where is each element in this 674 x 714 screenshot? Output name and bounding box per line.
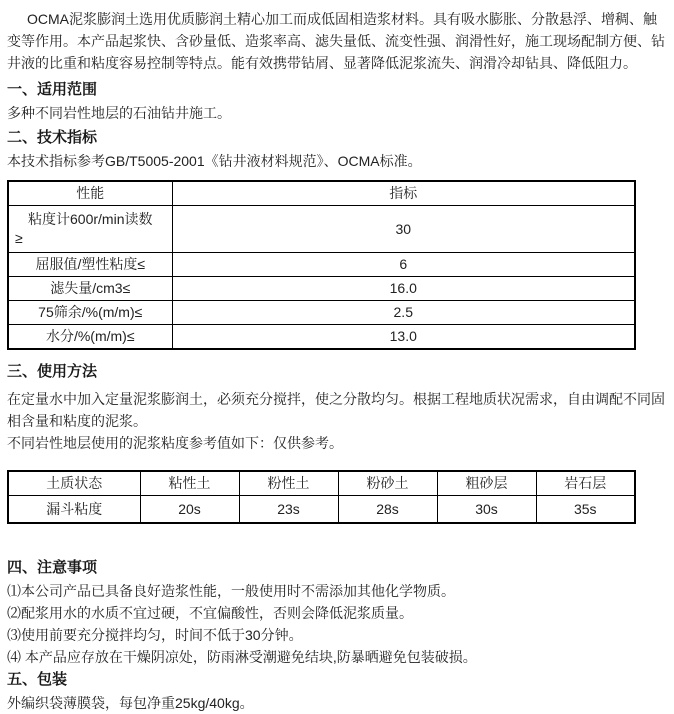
soil-type-header: 粉性土: [239, 471, 338, 496]
specs-body: 本技术指标参考GB/T5005-2001《钻井液材料规范》、OCMA标准。: [7, 153, 422, 169]
value-cell: 2.5: [172, 301, 635, 325]
property-qualifier: ≥: [15, 230, 23, 246]
soil-type-header: 粉砂土: [338, 471, 437, 496]
note-item-4: ⑷ 本产品应存放在干燥阴凉处，防雨淋受潮避免结块,防暴晒避免包装破损。: [7, 649, 477, 665]
soil-type-header: 粗砂层: [437, 471, 536, 496]
spec-header-value: 指标: [172, 181, 635, 206]
section-heading-scope: 一、适用范围: [7, 81, 98, 98]
row-label-cell: 漏斗粘度: [8, 496, 140, 524]
property-label: 粘度计600r/min读数: [28, 211, 153, 227]
table-row: [8, 325, 635, 350]
soil-type-header: 岩石层: [536, 471, 635, 496]
table-row: [8, 206, 635, 253]
section-heading-notes: 四、注意事项: [7, 559, 98, 576]
usage-body-2: 不同岩性地层使用的泥浆粘度参考值如下：仅供参考。: [7, 435, 343, 451]
value-cell: 16.0: [172, 277, 635, 301]
value-cell: 13.0: [172, 325, 635, 350]
property-cell: 滤失量/cm3≤: [8, 277, 172, 301]
table-row: [8, 277, 635, 301]
viscosity-value-cell: 23s: [239, 496, 338, 524]
note-item-1: ⑴本公司产品已具备良好造浆性能，一般使用时不需添加其他化学物质。: [7, 583, 455, 599]
spec-header-property: 性能: [8, 181, 172, 206]
value-cell: 6: [172, 253, 635, 277]
soil-type-header: 粘性土: [140, 471, 239, 496]
spec-table: [7, 180, 636, 350]
viscosity-value-cell: 28s: [338, 496, 437, 524]
note-item-2: ⑵配浆用水的水质不宜过硬，不宜偏酸性，否则会降低泥浆质量。: [7, 605, 413, 621]
property-cell: 屈服值/塑性粘度≤: [8, 253, 172, 277]
notes-list: [7, 580, 666, 668]
soil-state-header: 土质状态: [8, 471, 140, 496]
viscosity-table-header-row: [8, 471, 635, 496]
intro-paragraph: OCMA泥浆膨润土选用优质膨润土精心加工而成低固相造浆材料。具有吸水膨胀、分散悬浮、增稠、触变等作用。本产品起浆快、含砂量低、造浆率高、滤失量低、流变性强、润滑性好，施工现场配制方便、钻井液的比重和粘度容易控制等特点。能有效携带钻屑、显著降低泥浆流失、润滑冷却钻具、降低阻力。: [7, 11, 665, 71]
viscosity-value-cell: 30s: [437, 496, 536, 524]
table-row: [8, 253, 635, 277]
section-heading-specs: 二、技术指标: [7, 129, 98, 146]
table-row: [8, 496, 635, 524]
spec-table-header-row: [8, 181, 635, 206]
scope-body: 多种不同岩性地层的石油钻井施工。: [7, 105, 231, 121]
packaging-body: 外编织袋薄膜袋，每包净重25kg/40kg。: [7, 695, 254, 711]
property-cell: 75筛余/%(m/m)≤: [8, 301, 172, 325]
property-cell: [8, 206, 172, 253]
section-heading-packaging: 五、包装: [7, 671, 68, 688]
property-cell: 水分/%(m/m)≤: [8, 325, 172, 350]
usage-body-1: 在定量水中加入定量泥浆膨润土，必须充分搅拌，使之分散均匀。根据工程地质状况需求，自由调配不同固相含量和粘度的泥浆。: [7, 391, 665, 429]
section-heading-usage: 三、使用方法: [7, 363, 98, 380]
note-item-3: ⑶使用前要充分搅拌均匀，时间不低于30分钟。: [7, 627, 303, 643]
table-row: [8, 301, 635, 325]
value-cell: 30: [172, 206, 635, 253]
viscosity-value-cell: 20s: [140, 496, 239, 524]
viscosity-table: [7, 470, 636, 524]
viscosity-value-cell: 35s: [536, 496, 635, 524]
